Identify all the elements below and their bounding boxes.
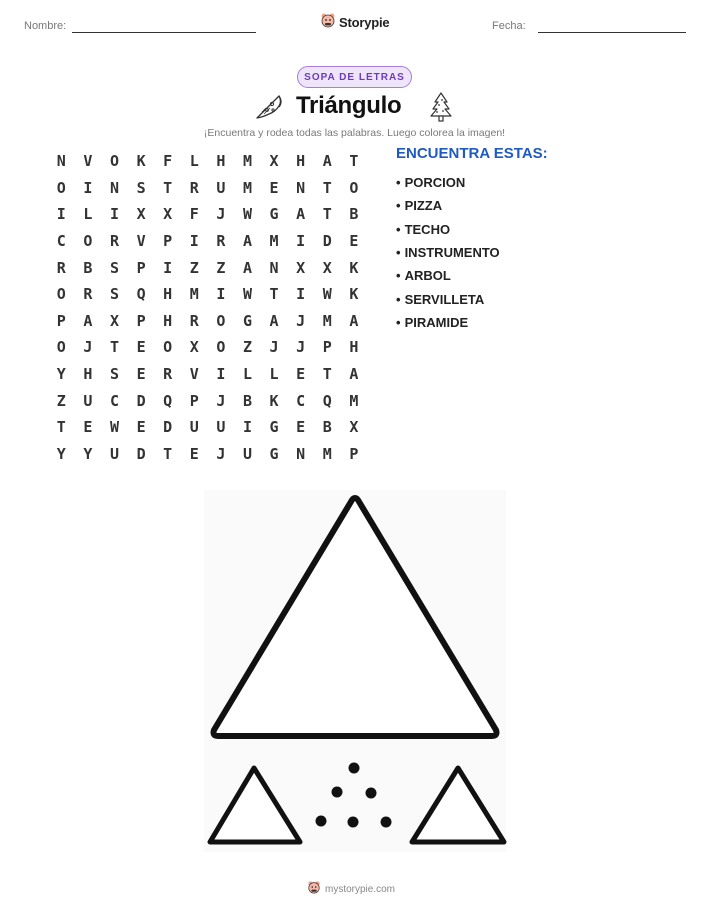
grid-letter[interactable]: R	[189, 178, 199, 197]
grid-letter[interactable]: K	[136, 152, 146, 171]
grid-letter[interactable]: T	[56, 418, 66, 437]
grid-letter[interactable]: C	[109, 391, 119, 410]
word-item: • PIRAMIDE	[396, 314, 469, 330]
grid-letter[interactable]: X	[269, 152, 279, 171]
grid-letter[interactable]: U	[242, 444, 252, 463]
name-field-line[interactable]	[72, 32, 256, 33]
grid-letter[interactable]: O	[56, 285, 66, 304]
grid-letter[interactable]: O	[163, 338, 173, 357]
grid-letter[interactable]: M	[242, 178, 252, 197]
grid-letter[interactable]: G	[269, 418, 279, 437]
grid-letter[interactable]: O	[83, 232, 93, 251]
grid-letter[interactable]: I	[216, 285, 226, 304]
grid-letter[interactable]: G	[269, 205, 279, 224]
grid-letter[interactable]: N	[296, 444, 306, 463]
grid-letter[interactable]: L	[242, 365, 252, 384]
grid-letter[interactable]: R	[189, 311, 199, 330]
word-list-title: ENCUENTRA ESTAS:	[396, 145, 548, 162]
word-search-grid[interactable]	[48, 148, 367, 467]
instructions: ¡Encuentra y rodea todas las palabras. Luego colorea la imagen!	[203, 127, 506, 139]
grid-letter[interactable]: X	[163, 205, 173, 224]
grid-letter[interactable]: X	[189, 338, 199, 357]
grid-letter[interactable]: G	[242, 311, 252, 330]
title-area	[240, 90, 470, 126]
word-list	[396, 171, 500, 334]
grid-letter[interactable]: U	[109, 444, 119, 463]
grid-letter[interactable]: T	[322, 365, 332, 384]
grid-letter[interactable]: A	[242, 258, 252, 277]
word-item: • TECHO	[396, 221, 451, 237]
grid-letter[interactable]: R	[216, 232, 226, 251]
grid-letter[interactable]: I	[56, 205, 66, 224]
grid-letter[interactable]: E	[269, 178, 279, 197]
grid-letter[interactable]: I	[163, 258, 173, 277]
word-item: • PIZZA	[396, 198, 443, 214]
grid-letter[interactable]: D	[163, 418, 173, 437]
grid-letter[interactable]: Y	[56, 365, 66, 384]
grid-letter[interactable]: T	[322, 205, 332, 224]
grid-letter[interactable]: I	[189, 232, 199, 251]
grid-letter[interactable]: E	[189, 444, 199, 463]
grid-letter[interactable]: S	[136, 178, 146, 197]
grid-letter[interactable]: J	[296, 338, 306, 357]
word-item: • SERVILLETA	[396, 291, 485, 307]
grid-letter[interactable]: E	[136, 365, 146, 384]
grid-letter[interactable]: I	[109, 205, 119, 224]
grid-letter[interactable]: L	[269, 365, 279, 384]
page-title: Triángulo	[296, 92, 402, 119]
grid-letter[interactable]: A	[349, 311, 359, 330]
grid-letter[interactable]: A	[349, 365, 359, 384]
grid-letter[interactable]: C	[56, 232, 66, 251]
grid-letter[interactable]: M	[269, 232, 279, 251]
grid-letter[interactable]: P	[136, 258, 146, 277]
storypie-logo-icon	[307, 880, 321, 899]
grid-letter[interactable]: V	[83, 152, 93, 171]
grid-letter[interactable]: X	[296, 258, 306, 277]
grid-letter[interactable]: N	[269, 258, 279, 277]
grid-letter[interactable]: H	[349, 338, 359, 357]
grid-letter[interactable]: S	[109, 285, 119, 304]
grid-letter[interactable]: W	[322, 285, 332, 304]
grid-letter[interactable]: U	[83, 391, 93, 410]
grid-letter[interactable]: H	[216, 152, 226, 171]
grid-letter[interactable]: Q	[136, 285, 146, 304]
grid-letter[interactable]: Q	[163, 391, 173, 410]
word-item: • PORCION	[396, 175, 466, 191]
grid-letter[interactable]: E	[296, 365, 306, 384]
grid-letter[interactable]: L	[189, 152, 199, 171]
grid-letter[interactable]: P	[136, 311, 146, 330]
grid-letter[interactable]: S	[109, 365, 119, 384]
grid-letter[interactable]: T	[349, 152, 359, 171]
grid-letter[interactable]: V	[136, 232, 146, 251]
grid-letter[interactable]: E	[136, 338, 146, 357]
grid-letter[interactable]: P	[322, 338, 332, 357]
grid-letter[interactable]: I	[242, 418, 252, 437]
grid-letter[interactable]: I	[296, 232, 306, 251]
grid-letter[interactable]: J	[269, 338, 279, 357]
grid-letter[interactable]: X	[349, 418, 359, 437]
grid-letter[interactable]: S	[109, 258, 119, 277]
grid-letter[interactable]: N	[296, 178, 306, 197]
grid-letter[interactable]: X	[109, 311, 119, 330]
grid-letter[interactable]: T	[269, 285, 279, 304]
grid-letter[interactable]: E	[296, 418, 306, 437]
name-label: Nombre:	[24, 20, 67, 32]
triangle-coloring-image[interactable]	[200, 486, 510, 856]
grid-letter[interactable]: X	[322, 258, 332, 277]
grid-letter[interactable]: P	[163, 232, 173, 251]
grid-letter[interactable]: E	[349, 232, 359, 251]
grid-letter[interactable]: U	[216, 178, 226, 197]
grid-letter[interactable]: L	[83, 205, 93, 224]
grid-letter[interactable]: E	[136, 418, 146, 437]
grid-letter[interactable]: D	[136, 444, 146, 463]
grid-letter[interactable]: Y	[83, 444, 93, 463]
grid-letter[interactable]: A	[322, 152, 332, 171]
grid-letter[interactable]: D	[322, 232, 332, 251]
grid-letter[interactable]: W	[242, 285, 252, 304]
grid-letter[interactable]: G	[269, 444, 279, 463]
grid-letter[interactable]: W	[109, 418, 119, 437]
grid-letter[interactable]: I	[216, 365, 226, 384]
footer	[307, 880, 395, 899]
footer-url[interactable]: mystorypie.com	[325, 884, 396, 895]
activity-badge: SOPA DE LETRAS	[297, 66, 412, 88]
grid-letter[interactable]: B	[83, 258, 93, 277]
grid-letter[interactable]: M	[349, 391, 359, 410]
grid-letter[interactable]: O	[349, 178, 359, 197]
grid-letter[interactable]: H	[83, 365, 93, 384]
grid-letter[interactable]: Z	[56, 391, 66, 410]
grid-letter[interactable]: F	[163, 152, 173, 171]
grid-letter[interactable]: J	[296, 311, 306, 330]
grid-letter[interactable]: Z	[216, 258, 226, 277]
grid-letter[interactable]: T	[322, 178, 332, 197]
grid-letter[interactable]: Z	[242, 338, 252, 357]
grid-letter[interactable]: A	[296, 205, 306, 224]
grid-letter[interactable]: B	[349, 205, 359, 224]
grid-letter[interactable]: R	[163, 365, 173, 384]
grid-letter[interactable]: A	[269, 311, 279, 330]
grid-letter[interactable]: W	[242, 205, 252, 224]
grid-letter[interactable]: X	[136, 205, 146, 224]
grid-letter[interactable]: O	[216, 338, 226, 357]
grid-letter[interactable]: K	[269, 391, 279, 410]
grid-letter[interactable]: J	[216, 391, 226, 410]
grid-letter[interactable]: A	[242, 232, 252, 251]
grid-letter[interactable]: Q	[322, 391, 332, 410]
grid-letter[interactable]: P	[56, 311, 66, 330]
word-item: • INSTRUMENTO	[396, 245, 500, 261]
grid-letter[interactable]: O	[56, 178, 66, 197]
grid-letter[interactable]: U	[189, 418, 199, 437]
grid-letter[interactable]: E	[83, 418, 93, 437]
grid-letter[interactable]: P	[189, 391, 199, 410]
grid-letter[interactable]: V	[189, 365, 199, 384]
brand-logo	[320, 12, 389, 33]
grid-letter[interactable]: N	[109, 178, 119, 197]
grid-letter[interactable]: O	[216, 311, 226, 330]
grid-letter[interactable]: J	[216, 205, 226, 224]
grid-letter[interactable]: H	[163, 311, 173, 330]
grid-letter[interactable]: P	[349, 444, 359, 463]
grid-letter[interactable]: K	[349, 258, 359, 277]
grid-letter[interactable]: O	[56, 338, 66, 357]
grid-letter[interactable]: C	[296, 391, 306, 410]
grid-letter[interactable]: M	[322, 444, 332, 463]
grid-letter[interactable]: N	[56, 152, 66, 171]
grid-letter[interactable]: K	[349, 285, 359, 304]
grid-letter[interactable]: I	[296, 285, 306, 304]
word-item: • ARBOL	[396, 268, 451, 284]
storypie-logo-icon	[320, 12, 336, 33]
grid-letter[interactable]: Z	[189, 258, 199, 277]
grid-letter[interactable]: D	[136, 391, 146, 410]
grid-letter[interactable]: I	[83, 178, 93, 197]
date-field-line[interactable]	[538, 32, 686, 33]
pizza-slice-icon	[253, 92, 283, 125]
grid-letter[interactable]: O	[109, 152, 119, 171]
grid-letter[interactable]: H	[163, 285, 173, 304]
grid-letter[interactable]: A	[83, 311, 93, 330]
date-label: Fecha:	[492, 20, 526, 32]
grid-letter[interactable]: H	[296, 152, 306, 171]
grid-letter[interactable]: M	[242, 152, 252, 171]
grid-letter[interactable]: T	[109, 338, 119, 357]
grid-letter[interactable]: U	[216, 418, 226, 437]
brand-name: Storypie	[339, 15, 390, 30]
grid-letter[interactable]: R	[56, 258, 66, 277]
grid-letter[interactable]: M	[189, 285, 199, 304]
grid-letter[interactable]: B	[322, 418, 332, 437]
grid-letter[interactable]: R	[83, 285, 93, 304]
grid-letter[interactable]: T	[163, 444, 173, 463]
grid-letter[interactable]: T	[163, 178, 173, 197]
grid-letter[interactable]: M	[322, 311, 332, 330]
grid-letter[interactable]: B	[242, 391, 252, 410]
pine-tree-icon	[428, 91, 454, 128]
grid-letter[interactable]: J	[216, 444, 226, 463]
grid-letter[interactable]: F	[189, 205, 199, 224]
grid-letter[interactable]: J	[83, 338, 93, 357]
grid-letter[interactable]: R	[109, 232, 119, 251]
grid-letter[interactable]: Y	[56, 444, 66, 463]
